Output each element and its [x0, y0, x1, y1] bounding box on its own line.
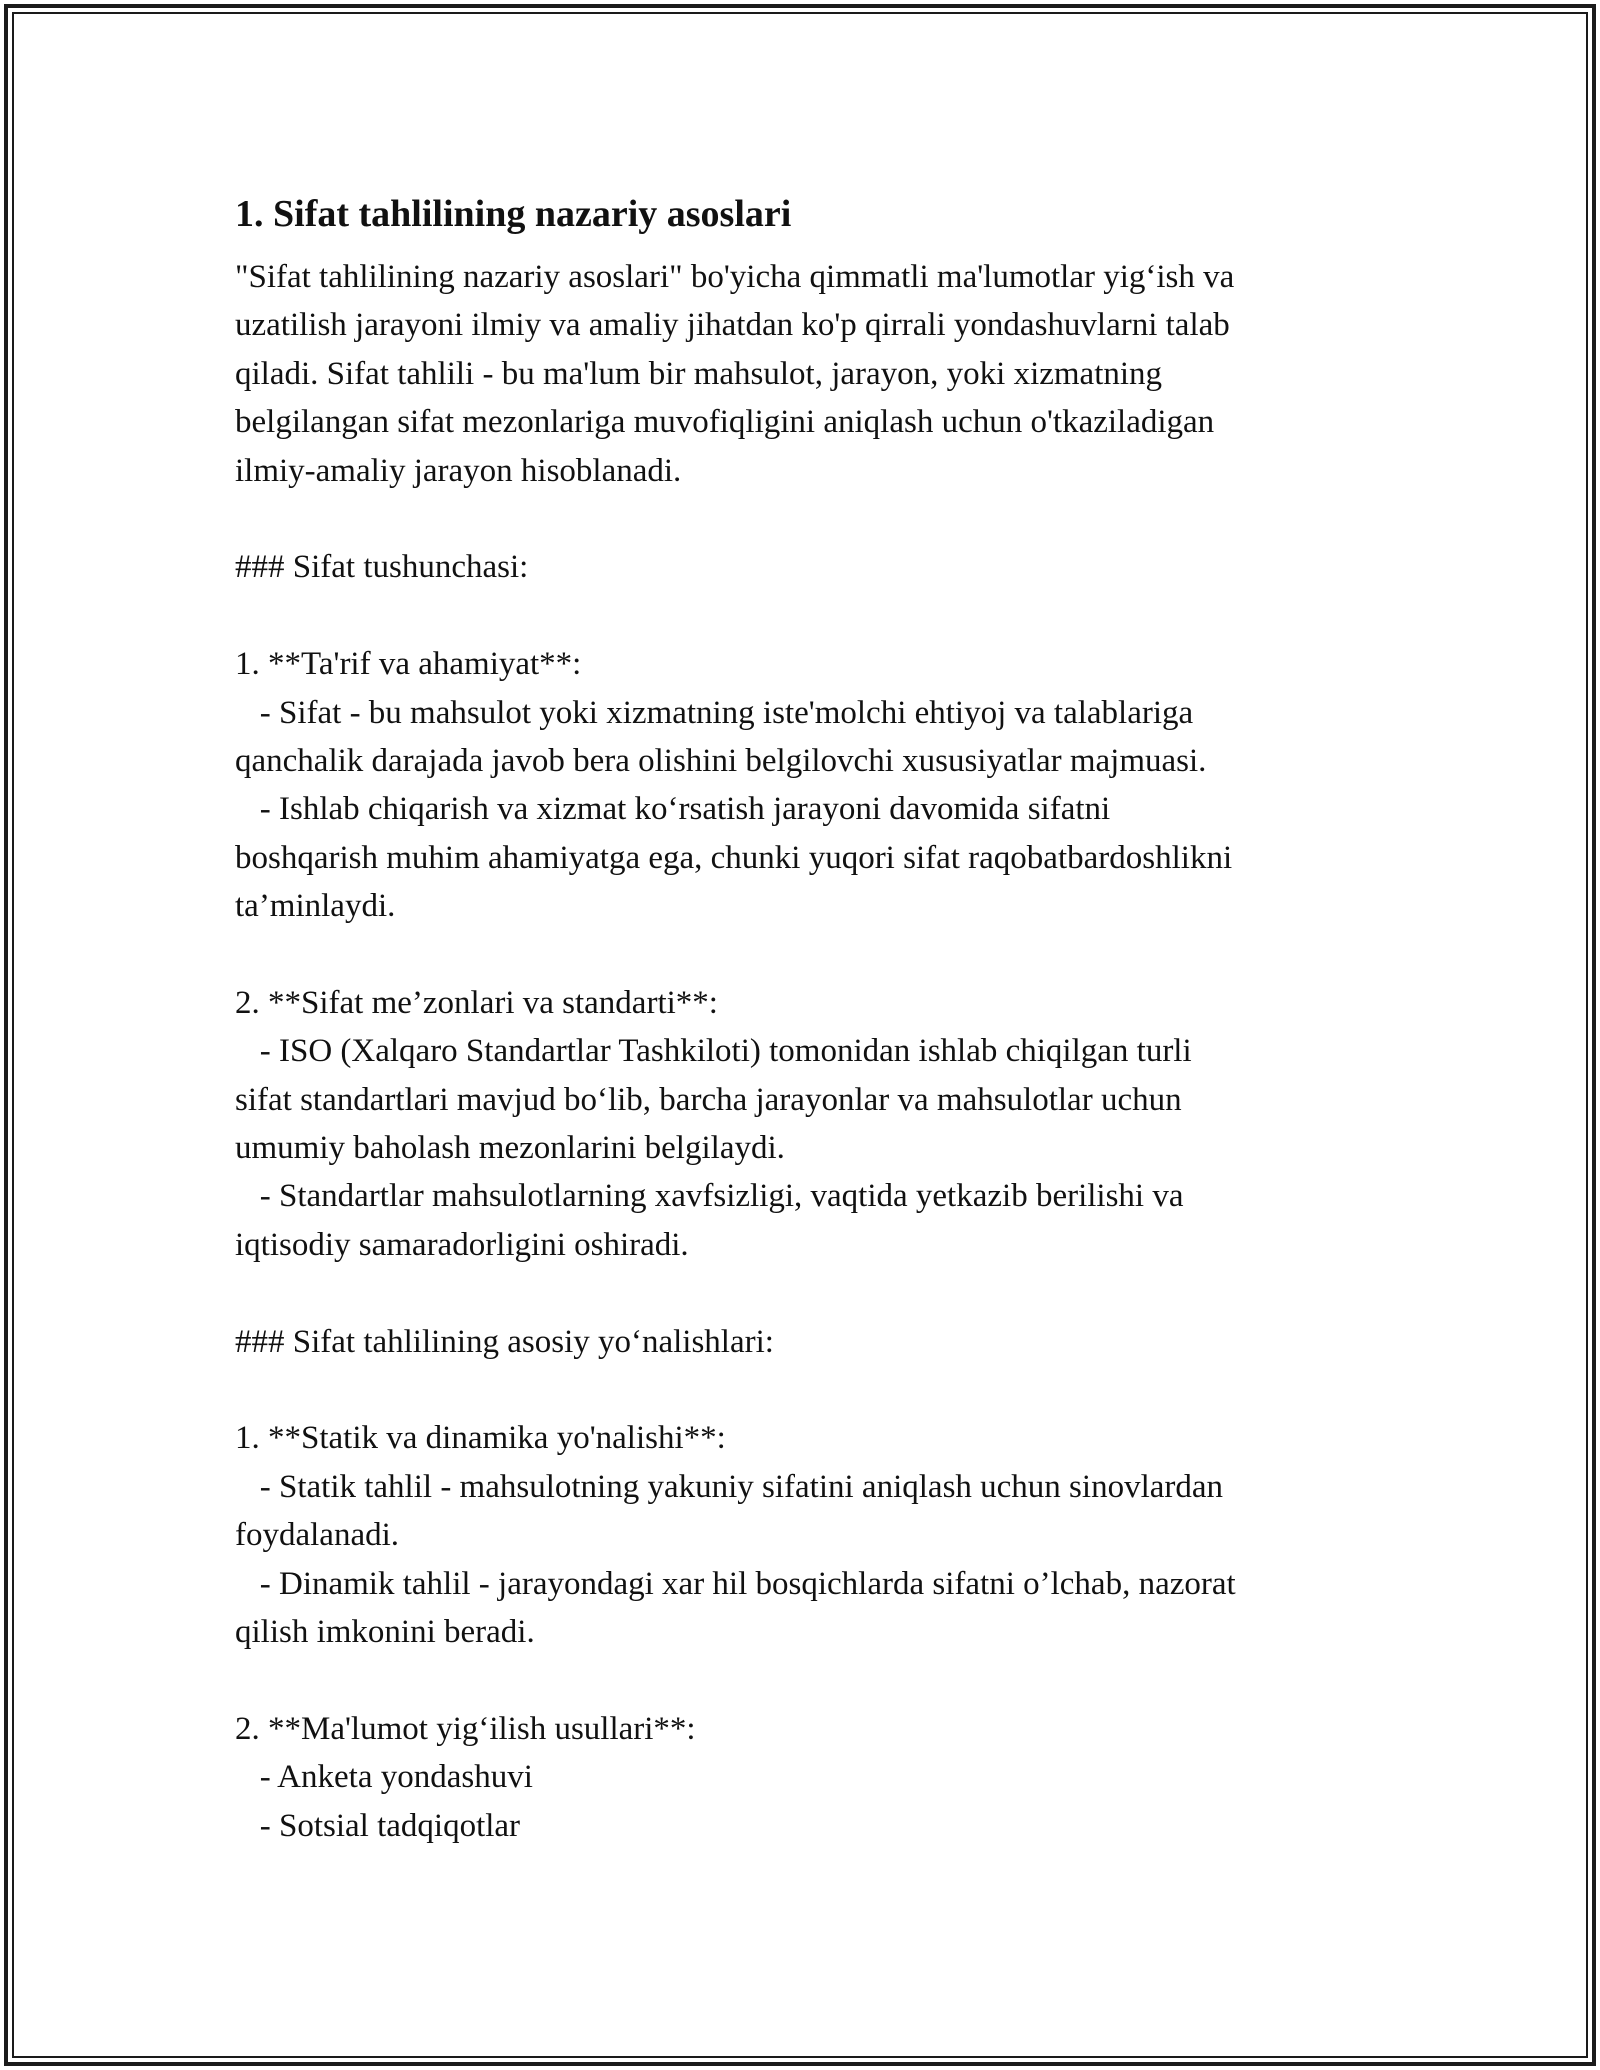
text-line — [235, 1269, 1365, 1317]
document-body — [235, 253, 1365, 1850]
text-line — [235, 495, 1365, 543]
text-line: qilish imkonini beradi. — [235, 1613, 535, 1650]
text-line — [235, 1656, 1365, 1704]
text-line: - Sotsial tadqiqotlar — [235, 1807, 521, 1844]
text-line: ### Sifat tushunchasi: — [235, 549, 529, 586]
text-line: - Anketa yondashuvi — [235, 1759, 533, 1796]
text-line: belgilangan sifat mezonlariga muvofiqligini aniqlash uchun o'tkaziladigan — [235, 404, 1215, 441]
text-line: ### Sifat tahlilining asosiy yo‘nalishlari: — [235, 1323, 774, 1360]
text-line: qanchalik darajada javob bera olishini belgilovchi xususiyatlar majmuasi. — [235, 742, 1207, 779]
text-line: 1. **Ta'rif va ahamiyat**: — [235, 646, 582, 683]
text-line: qiladi. Sifat tahlili - bu ma'lum bir mahsulot, jarayon, yoki xizmatning — [235, 355, 1163, 392]
text-line: 2. **Ma'lumot yig‘ilish usullari**: — [235, 1710, 696, 1747]
text-line: "Sifat tahlilining nazariy asoslari" bo'yicha qimmatli ma'lumotlar yig‘ish va — [235, 259, 1235, 295]
text-line: iqtisodiy samaradorligini oshiradi. — [235, 1226, 689, 1263]
text-line: - Sifat - bu mahsulot yoki xizmatning iste'molchi ehtiyoj va talablariga — [235, 694, 1194, 731]
text-line: - Standartlar mahsulotlarning xavfsizligi, vaqtida yetkazib berilishi va — [235, 1178, 1184, 1215]
text-line: 2. **Sifat me’zonlari va standarti**: — [235, 984, 718, 1021]
text-line: uzatilish jarayoni ilmiy va amaliy jihatdan ko'p qirrali yondashuvlarni talab — [235, 307, 1230, 344]
text-line: ilmiy-amaliy jarayon hisoblanadi. — [235, 452, 682, 489]
text-line: - Dinamik tahlil - jarayondagi xar hil bosqichlarda sifatni o’lchab, nazorat — [235, 1565, 1236, 1602]
text-line: - Statik tahlil - mahsulotning yakuniy sifatini aniqlash uchun sinovlardan — [235, 1468, 1224, 1505]
text-line — [235, 592, 1365, 640]
text-line: sifat standartlari mavjud bo‘lib, barcha jarayonlar va mahsulotlar uchun — [235, 1081, 1182, 1118]
text-line: ta’minlaydi. — [235, 888, 396, 925]
text-line: - Ishlab chiqarish va xizmat ko‘rsatish jarayoni davomida sifatni — [235, 791, 1111, 828]
text-line: 1. **Statik va dinamika yo'nalishi**: — [235, 1420, 726, 1457]
text-line: - ISO (Xalqaro Standartlar Tashkiloti) tomonidan ishlab chiqilgan turli — [235, 1033, 1192, 1070]
text-line: umumiy baholash mezonlarini belgilaydi. — [235, 1130, 785, 1167]
text-line: boshqarish muhim ahamiyatga ega, chunki yuqori sifat raqobatbardoshlikni — [235, 839, 1233, 876]
section-heading: 1. Sifat tahlilining nazariy asoslari — [235, 193, 792, 235]
document-page — [235, 185, 1365, 1850]
text-line — [235, 930, 1365, 978]
text-line — [235, 1366, 1365, 1414]
text-line: foydalanadi. — [235, 1517, 400, 1554]
